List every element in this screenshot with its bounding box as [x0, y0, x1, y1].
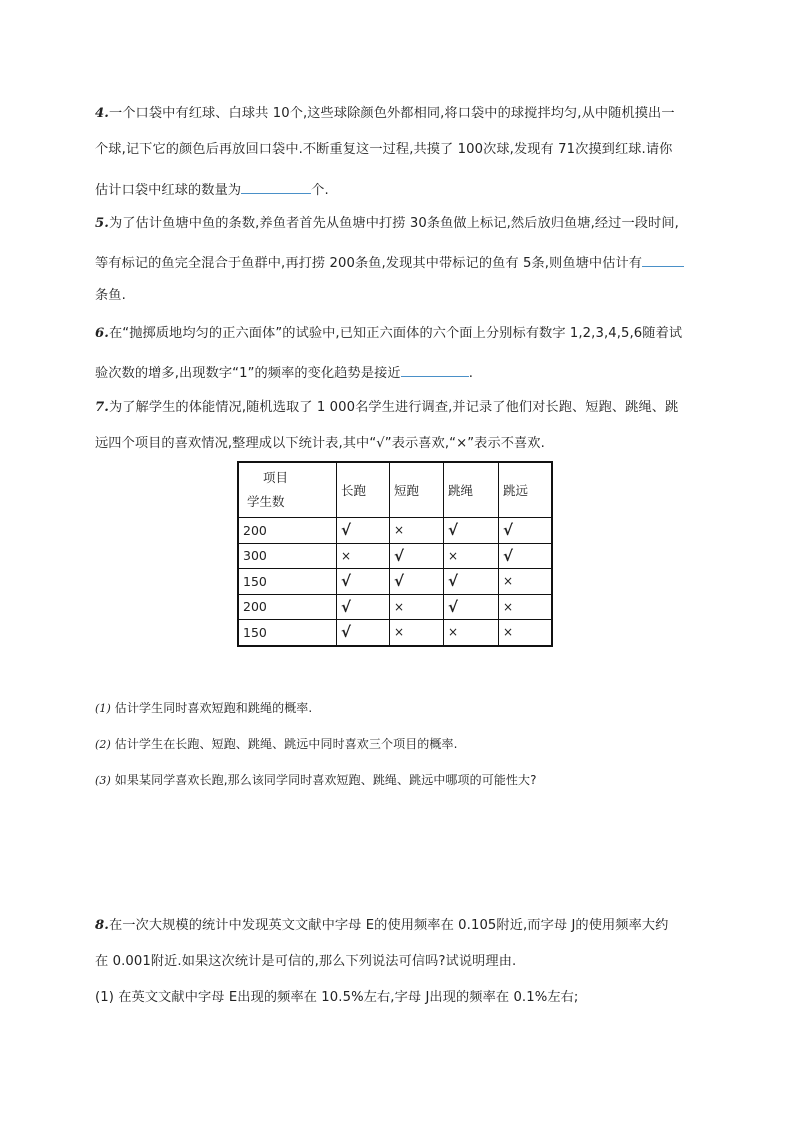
q7-sub-question-1: (1) 估计学生同时喜欢短跑和跳绳的概率.: [95, 701, 313, 715]
q8-sub-question-1: (1) 在英文文献中字母 E出现的频率在 10.5%左右,字母 J出现的频率在 0.1%左右;: [95, 990, 579, 1005]
q5-answer-blank[interactable]: [642, 252, 684, 267]
q5-line-1: 5.为了估计鱼塘中鱼的条数,养鱼者首先从鱼塘中打捞 30条鱼做上标记,然后放归鱼塘,经过一段时间,: [95, 216, 679, 231]
q4-line-1: 4.一个口袋中有红球、白球共 10个,这些球除颜色外都相同,将口袋中的球搅拌均匀,从中随机摸出一: [95, 106, 675, 121]
q8-line-2: 在 0.001附近.如果这次统计是可信的,那么下列说法可信吗?试说明理由.: [95, 954, 517, 969]
student-count-cell: 200: [238, 518, 337, 544]
q7-sub-question-2: (2) 估计学生在长跑、短跑、跳绳、跳远中同时喜欢三个项目的概率.: [95, 737, 458, 751]
table-row: [238, 620, 552, 646]
q7-number: 7.: [95, 400, 109, 415]
preference-cell: √: [337, 620, 390, 646]
student-count-cell: 150: [238, 620, 337, 646]
preference-cell: √: [499, 518, 553, 544]
column-header: 跳绳: [444, 462, 499, 518]
table-row: [238, 594, 552, 620]
q7-line-1: 7.为了解学生的体能情况,随机选取了 1 000名学生进行调查,并记录了他们对长跑、短跑、跳绳、跳: [95, 400, 679, 415]
preference-cell: ×: [499, 594, 553, 620]
q6-answer-blank[interactable]: [401, 362, 469, 377]
q4-line-2: 个球,记下它的颜色后再放回口袋中.不断重复这一过程,共摸了 100次球,发现有 71次摸到红球.请你: [95, 142, 673, 157]
q8-number: 8.: [95, 918, 109, 933]
q5-line-2: 等有标记的鱼完全混合于鱼群中,再打捞 200条鱼,发现其中带标记的鱼有 5条,则鱼塘中估计有: [95, 252, 684, 272]
column-header: 跳远: [499, 462, 553, 518]
q6-line-2: 验次数的增多,出现数字“1”的频率的变化趋势是接近 .: [95, 362, 473, 382]
preference-cell: ×: [390, 594, 444, 620]
column-header: 短跑: [390, 462, 444, 518]
q4-number: 4.: [95, 106, 109, 121]
student-count-cell: 200: [238, 594, 337, 620]
preference-cell: √: [444, 569, 499, 595]
corner-top-label: 项目: [263, 470, 289, 485]
table-corner-cell: [238, 462, 337, 518]
preference-cell: ×: [444, 543, 499, 569]
corner-bottom-label: 学生数: [247, 494, 285, 509]
q5-line-3: 条鱼.: [95, 288, 126, 303]
preference-cell: √: [390, 543, 444, 569]
preference-cell: ×: [444, 620, 499, 646]
preference-cell: ×: [390, 620, 444, 646]
preference-cell: ×: [499, 569, 553, 595]
q7-sub-question-3: (3) 如果某同学喜欢长跑,那么该同学同时喜欢短跑、跳绳、跳远中哪项的可能性大?: [95, 773, 537, 787]
q5-number: 5.: [95, 216, 109, 231]
preference-cell: √: [337, 518, 390, 544]
preference-cell: ×: [499, 620, 553, 646]
preference-cell: √: [337, 594, 390, 620]
table-row: [238, 543, 552, 569]
q6-line-1: 6.在“抛掷质地均匀的正六面体”的试验中,已知正六面体的六个面上分别标有数字 1,2,3,4,5,6随着试: [95, 326, 683, 341]
student-count-cell: 300: [238, 543, 337, 569]
preference-cell: ×: [390, 518, 444, 544]
q6-number: 6.: [95, 326, 109, 341]
table-row: [238, 518, 552, 544]
preference-cell: ×: [337, 543, 390, 569]
preference-cell: √: [390, 569, 444, 595]
q7-line-2: 远四个项目的喜欢情况,整理成以下统计表,其中“√”表示喜欢,“×”表示不喜欢.: [95, 436, 545, 451]
preference-cell: √: [499, 543, 553, 569]
q4-line-3: 估计口袋中红球的数量为 个.: [95, 179, 329, 199]
preference-cell: √: [444, 518, 499, 544]
preference-cell: √: [337, 569, 390, 595]
q8-line-1: 8.在一次大规模的统计中发现英文文献中字母 E的使用频率在 0.105附近,而字母 J的使用频率大约: [95, 918, 669, 933]
student-count-cell: 150: [238, 569, 337, 595]
q4-answer-blank[interactable]: [241, 179, 311, 194]
column-header: 长跑: [337, 462, 390, 518]
table-header-row: [238, 462, 552, 518]
preference-cell: √: [444, 594, 499, 620]
table-row: [238, 569, 552, 595]
survey-table: [237, 461, 553, 647]
